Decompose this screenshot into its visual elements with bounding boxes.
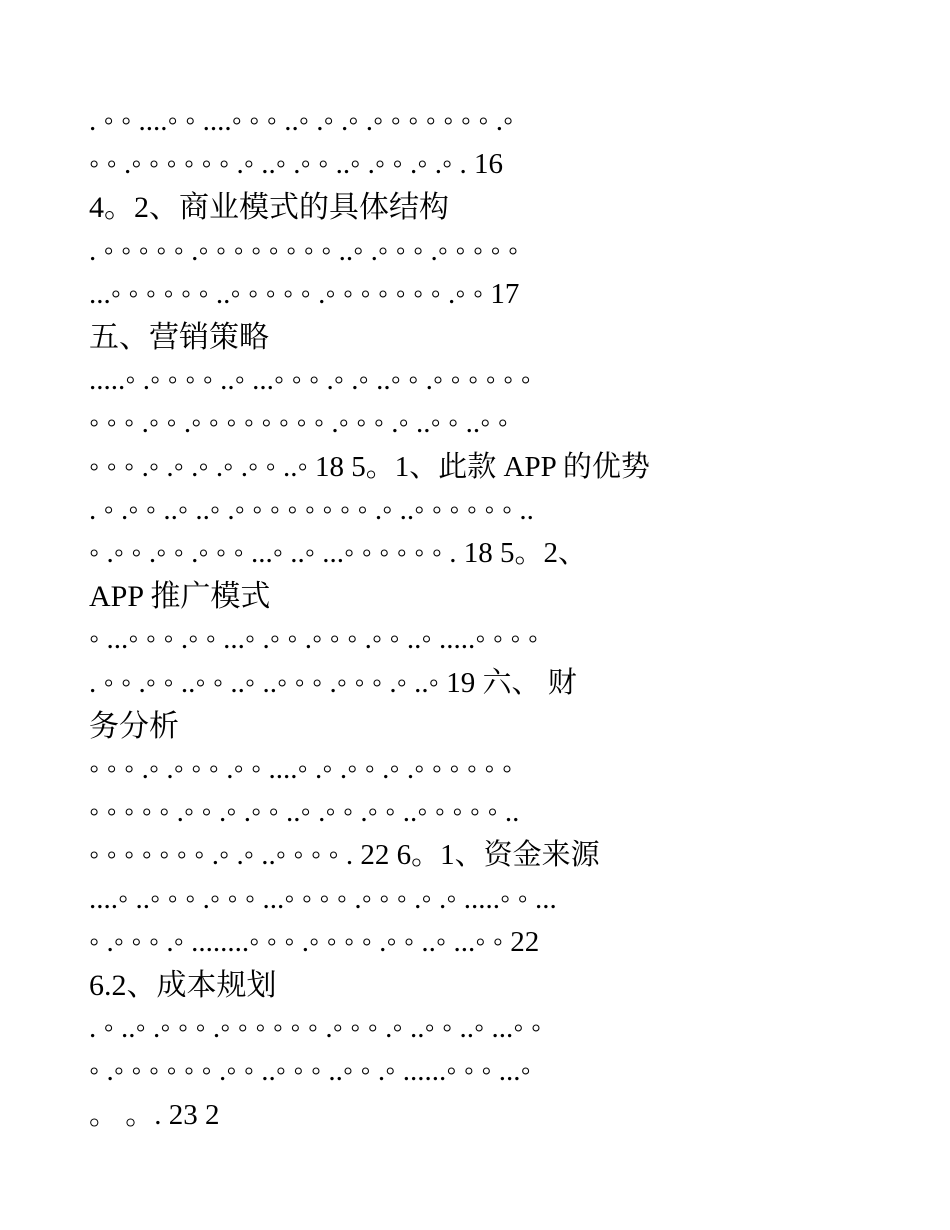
toc-line: ◦ .◦ ◦ .◦ ◦ .◦ ◦ ◦ ...◦ ..◦ ...◦ ◦ ◦ ◦ ◦ ◦ . 18 5。2、 — [89, 537, 587, 570]
toc-line: 。 。. 23 2 — [89, 1098, 220, 1131]
toc-line: ◦ .◦ ◦ ◦ ◦ ◦ ◦ .◦ ◦ ..◦ ◦ ◦ ..◦ ◦ .◦ ......◦ ◦ ◦ ...◦ — [89, 1055, 531, 1088]
toc-line: ◦ ◦ .◦ ◦ ◦ ◦ ◦ ◦ .◦ ..◦ .◦ ◦ ..◦ .◦ ◦ .◦ .◦ . 16 — [89, 148, 504, 181]
toc-line: . ◦ ◦ ....◦ ◦ ....◦ ◦ ◦ ..◦ .◦ .◦ .◦ ◦ ◦ ◦ ◦ ◦ ◦ .◦ — [89, 105, 514, 137]
toc-section-title: 6.2、成本规划 — [89, 969, 277, 1003]
toc-line: ◦ .◦ ◦ ◦ .◦ ........◦ ◦ ◦ .◦ ◦ ◦ ◦ .◦ ◦ ..◦ ...◦ ◦ 22 — [89, 925, 540, 958]
toc-line: ◦ ◦ ◦ .◦ .◦ ◦ ◦ .◦ ◦ ....◦ .◦ .◦ ◦ .◦ .◦ ◦ ◦ ◦ ◦ ◦ — [89, 753, 513, 786]
toc-line: .....◦ .◦ ◦ ◦ ◦ ..◦ ...◦ ◦ ◦ .◦ .◦ ..◦ ◦ .◦ ◦ ◦ ◦ ◦ ◦ — [89, 364, 531, 397]
toc-line: . ◦ .◦ ◦ ..◦ ..◦ .◦ ◦ ◦ ◦ ◦ ◦ ◦ ◦ .◦ ..◦ ◦ ◦ ◦ ◦ ◦ .. — [89, 493, 534, 526]
toc-line: . ◦ ◦ ◦ ◦ ◦ .◦ ◦ ◦ ◦ ◦ ◦ ◦ ◦ ..◦ .◦ ◦ ◦ .◦ ◦ ◦ ◦ ◦ — [89, 234, 519, 267]
toc-section-title: APP 推广模式 — [89, 580, 271, 614]
toc-line: ◦ ◦ ◦ .◦ ◦ .◦ ◦ ◦ ◦ ◦ ◦ ◦ ◦ .◦ ◦ ◦ .◦ ..◦ ◦ ..◦ ◦ — [89, 407, 508, 440]
toc-line: ....◦ ..◦ ◦ ◦ .◦ ◦ ◦ ...◦ ◦ ◦ ◦ .◦ ◦ ◦ .◦ .◦ .....◦ ◦ ... — [89, 882, 557, 915]
toc-line: ...◦ ◦ ◦ ◦ ◦ ◦ ..◦ ◦ ◦ ◦ ◦ .◦ ◦ ◦ ◦ ◦ ◦ ◦ .◦ ◦ 17 — [89, 277, 520, 310]
toc-section-title: 五、营销策略 — [89, 321, 269, 355]
toc-line: ◦ ◦ ◦ .◦ .◦ .◦ .◦ .◦ ◦ ..◦ 18 5。1、此款 APP 的优势 — [89, 450, 650, 483]
toc-line: . ◦ ◦ .◦ ◦ ..◦ ◦ ..◦ ..◦ ◦ ◦ .◦ ◦ ◦ .◦ ..◦ 19 六、 财 — [89, 666, 577, 699]
toc-page — [89, 100, 859, 1137]
toc-section-title: 4。2、商业模式的具体结构 — [89, 191, 449, 225]
toc-line: ◦ ◦ ◦ ◦ ◦ .◦ ◦ .◦ .◦ ◦ ..◦ .◦ ◦ .◦ ◦ ..◦ ◦ ◦ ◦ ◦ .. — [89, 796, 520, 829]
toc-section-title: 务分析 — [89, 709, 179, 743]
toc-line: ◦ ...◦ ◦ ◦ .◦ ◦ ...◦ .◦ ◦ .◦ ◦ ◦ .◦ ◦ ..◦ .....◦ ◦ ◦ ◦ — [89, 623, 539, 656]
toc-line: . ◦ ..◦ .◦ ◦ ◦ .◦ ◦ ◦ ◦ ◦ ◦ .◦ ◦ ◦ .◦ ..◦ ◦ ..◦ ...◦ ◦ — [89, 1012, 542, 1045]
toc-line: ◦ ◦ ◦ ◦ ◦ ◦ ◦ .◦ .◦ ..◦ ◦ ◦ ◦ . 22 6。1、资金来源 — [89, 839, 600, 872]
